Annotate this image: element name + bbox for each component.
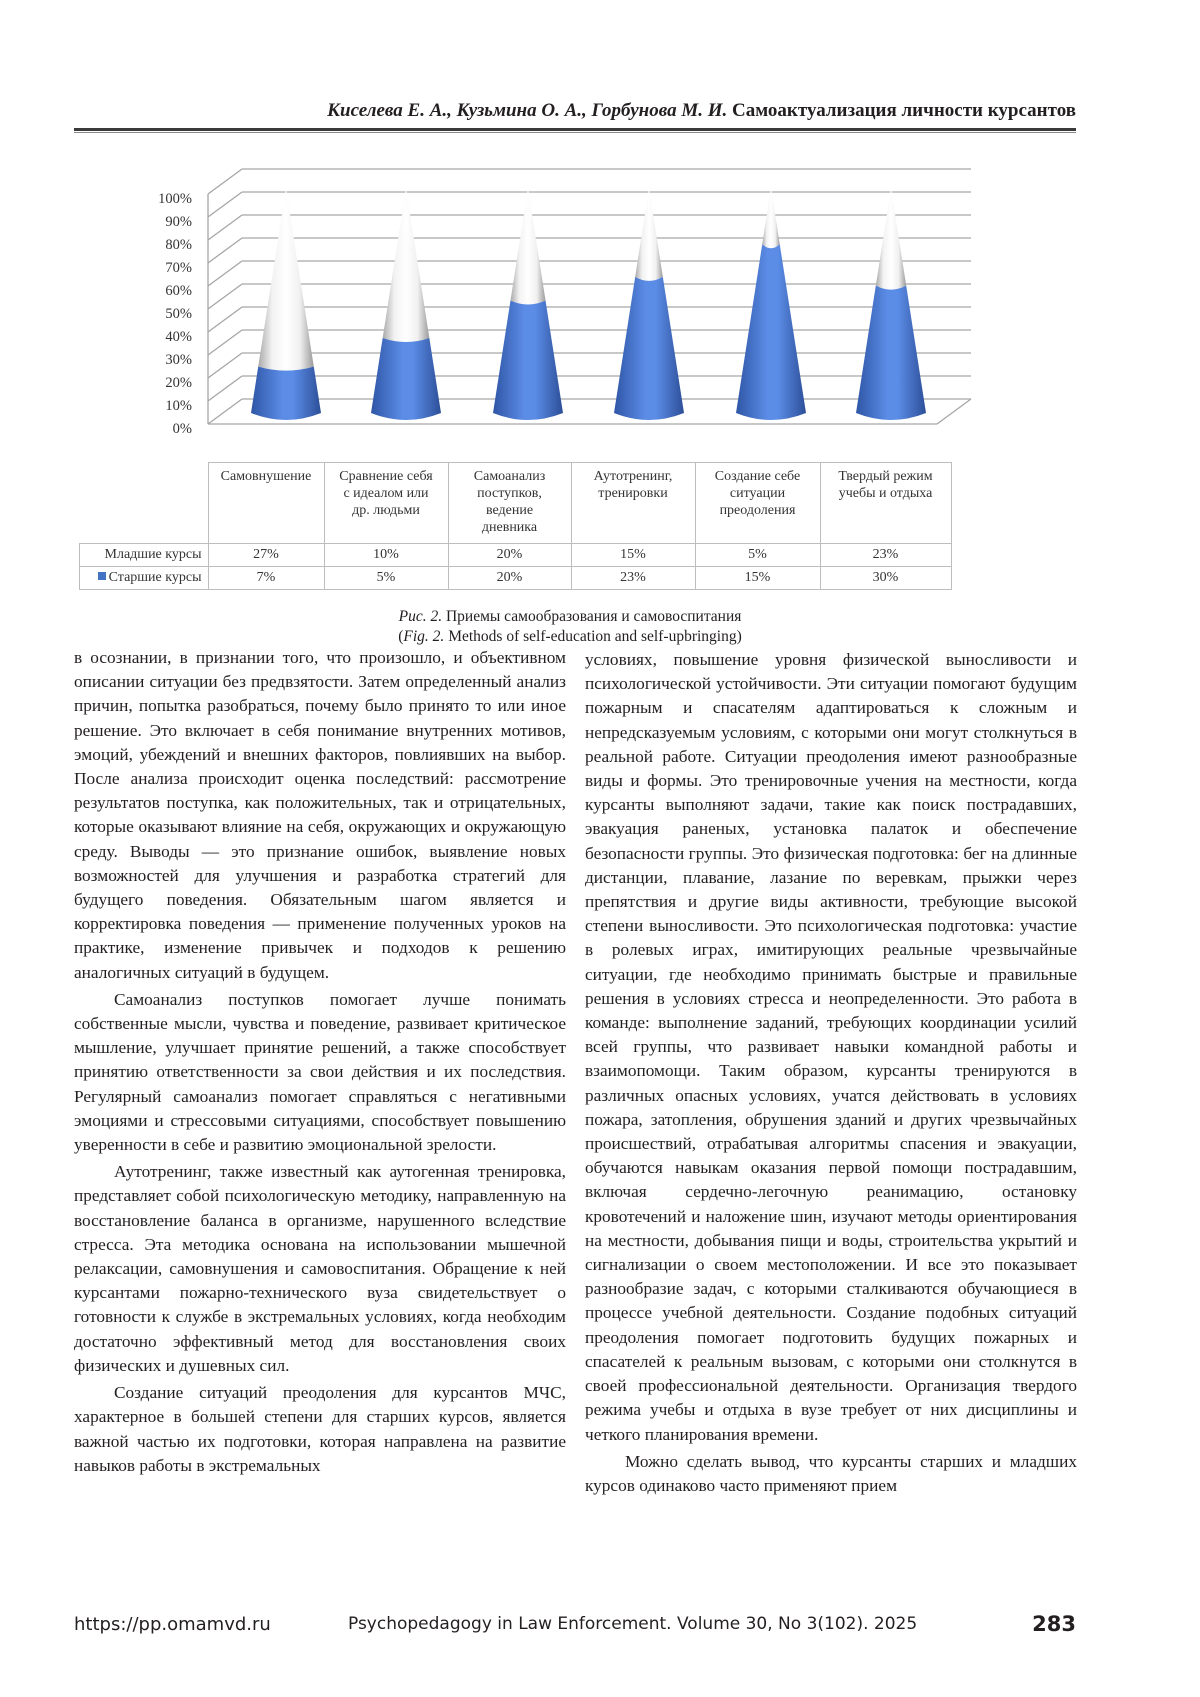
y-tick-label: 30% <box>165 352 192 368</box>
category-cell: Самовнушение <box>208 463 324 544</box>
cone-chart <box>74 160 1064 590</box>
cone-bar <box>251 188 321 420</box>
y-tick-label: 10% <box>165 398 192 414</box>
y-tick-label: 70% <box>165 260 192 276</box>
value-cell: 15% <box>571 544 695 567</box>
cone-bar <box>614 188 684 420</box>
running-header <box>74 100 1076 122</box>
series-label-junior: Младшие курсы <box>80 544 209 567</box>
body-paragraph: Самоанализ поступков помогает лучше понимать собственные мысли, чувства и поведение, развивает критическое мышление, улучшает принятие решений, а также способствует принятию ответственности за свои действия и их последствия. Регулярный самоанализ помогает справляться с негативными эмоциями и стрессовыми ситуациями, способствует повышению уверенности в себе и развитию эмоциональной зрелости. <box>74 989 566 1155</box>
body-paragraph: условиях, повышение уровня физической выносливости и психологической устойчивости. Эти ситуации помогают будущим пожарным и спасателям адаптироваться к сложным и непредсказуемым условиям, с которыми они могут столкнуться в реальной работе. Ситуации преодоления имеют разнообразные виды и формы. Это тренировочные учения на местности, когда курсанты выполняют задачи, такие как поиск пострадавших, эвакуация раненых, установка палаток и обеспечение безопасности группы. Это физическая подготовка: бег на длинные дистанции, плавание, лазание по веревкам, прыжки через препятствия и другие виды активности, требующие высокой степени выносливости. Это психологическая подготовка: участие в ролевых играх, имитирующих реальные чрезвычайные ситуации, где необходимо принимать быстрые и правильные решения в условиях стресса и неопределенности. Это работа в команде: выполнение заданий, требующих координации усилий всей группы, что развивает навыки командной работы и взаимопомощи. Таким образом, курсанты тренируются в различных опасных условиях, учатся действовать в условиях пожара, затопления, обрушения зданий и других чрезвычайных происшествий, отрабатывая алгоритмы спасения и эвакуации, обучаются навыкам оказания первой помощи пострадавшим, включая сердечно-легочную реанимацию, остановку кровотечений и наложение шин, изучают методы ориентирования на местности, добывания пищи и воды, строительства укрытий и сигнализации о своем местоположении. И все это показывает разнообразие задач, с которыми сталкиваются обучающиеся в процессе учебной деятельности. Создание подобных ситуаций преодоления помогает подготовить будущих пожарных и спасателей к реальным вызовам, с которыми они столкнутся в своей профессиональной деятельности. Организация твердого режима учебы и отдыха в вузе требует от них дисциплины и четкого планирования времени. <box>585 650 1077 1444</box>
body-column-right <box>585 648 1077 1498</box>
legend-square-icon <box>98 572 106 580</box>
value-cell: 5% <box>324 567 448 590</box>
header-rule <box>74 128 1076 131</box>
footer-url-link[interactable]: https://pp.omamvd.ru <box>74 1614 271 1635</box>
category-row <box>80 463 952 544</box>
value-cell: 15% <box>695 567 820 590</box>
y-tick-label: 40% <box>165 329 192 345</box>
y-tick-label: 60% <box>165 283 192 299</box>
body-paragraph: в осознании, в признании того, что произошло, и объективном описании ситуации без предвзятости. Затем определенный анализ причин, попытка разобраться, почему было принято то или иное решение. Это включает в себя понимание внутренних мотивов, эмоций, убеждений и внешних факторов, повлиявших на выбор. После анализа происходит оценка последствий: рассмотрение результатов поступка, как положительных, так и отрицательных, которые оказывают влияние на себя, окружающих и окружающую среду. Выводы — это признание ошибок, выявление новых возможностей для улучшения и разработка стратегий для будущего поведения. Обязательным шагом является и корректировка поведения — применение полученных уроков на практике, изменение привычек и подходов к решению аналогичных ситуаций в будущем. <box>74 648 566 982</box>
page-number: 283 <box>1032 1612 1076 1636</box>
page-footer <box>74 1614 1076 1644</box>
chart-plot-area <box>74 160 1064 460</box>
value-cell: 20% <box>448 567 571 590</box>
body-paragraph: Аутотренинг, также известный как аутогенная тренировка, представляет собой психологическую методику, направленную на восстановление баланса в организме, нарушенного вследствие стресса. Эта методика основана на использовании мышечной релаксации, самовнушения и самовоспитания. Обращение к ней курсантами пожарно-технического вуза свидетельствует о готовности к службе в экстремальных условиях, когда необходим достаточно эффективный метод для восстановления своих физических и душевных сил. <box>74 1162 566 1375</box>
category-cell: Самоанализ поступков, ведение дневника <box>448 463 571 544</box>
category-cell: Сравнение себя с идеалом или др. людьми <box>324 463 448 544</box>
body-paragraph: Можно сделать вывод, что курсанты старших и младших курсов одинаково часто применяют прием <box>585 1451 1077 1495</box>
value-cell: 23% <box>820 544 951 567</box>
value-cell: 20% <box>448 544 571 567</box>
cone-bar <box>856 188 926 420</box>
y-tick-label: 20% <box>165 375 192 391</box>
caption-ru: Рис. 2. Приемы самообразования и самовоспитания <box>398 608 742 625</box>
y-tick-label: 50% <box>165 306 192 322</box>
header-rule-thin <box>74 132 1076 133</box>
header-title: Самоактуализация личности курсантов <box>732 100 1076 121</box>
cone-bar <box>493 188 563 420</box>
caption-en: (Fig. 2. Methods of self-education and self-upbringing) <box>398 628 742 645</box>
category-cell: Аутотренинг, тренировки <box>571 463 695 544</box>
series-row-senior <box>80 567 952 590</box>
cone-bar <box>736 188 806 420</box>
y-tick-label: 0% <box>172 421 192 437</box>
value-cell: 10% <box>324 544 448 567</box>
series-label-senior: Старшие курсы <box>80 567 209 590</box>
category-cell: Твердый режим учебы и отдыха <box>820 463 951 544</box>
value-cell: 30% <box>820 567 951 590</box>
y-tick-label: 100% <box>158 191 192 207</box>
footer-journal: Psychopedagogy in Law Enforcement. Volume 30, No 3(102). 2025 <box>348 1614 918 1634</box>
body-column-left <box>74 646 566 1478</box>
chart-data-table <box>79 462 952 590</box>
series-row-junior <box>80 544 952 567</box>
category-cell: Создание себе ситуации преодоления <box>695 463 820 544</box>
value-cell: 7% <box>208 567 324 590</box>
body-paragraph: Создание ситуаций преодоления для курсантов МЧС, характерное в большей степени для старших курсов, является важной частью их подготовки, которая направлена на развитие навыков работы в экстремальных <box>74 1383 566 1475</box>
cone-bar <box>371 188 441 420</box>
y-tick-label: 80% <box>165 237 192 253</box>
y-tick-label: 90% <box>165 214 192 230</box>
header-authors: Киселева Е. А., Кузьмина О. А., Горбунова М. И. <box>327 100 728 121</box>
value-cell: 5% <box>695 544 820 567</box>
value-cell: 27% <box>208 544 324 567</box>
figure-caption <box>0 607 1140 647</box>
value-cell: 23% <box>571 567 695 590</box>
